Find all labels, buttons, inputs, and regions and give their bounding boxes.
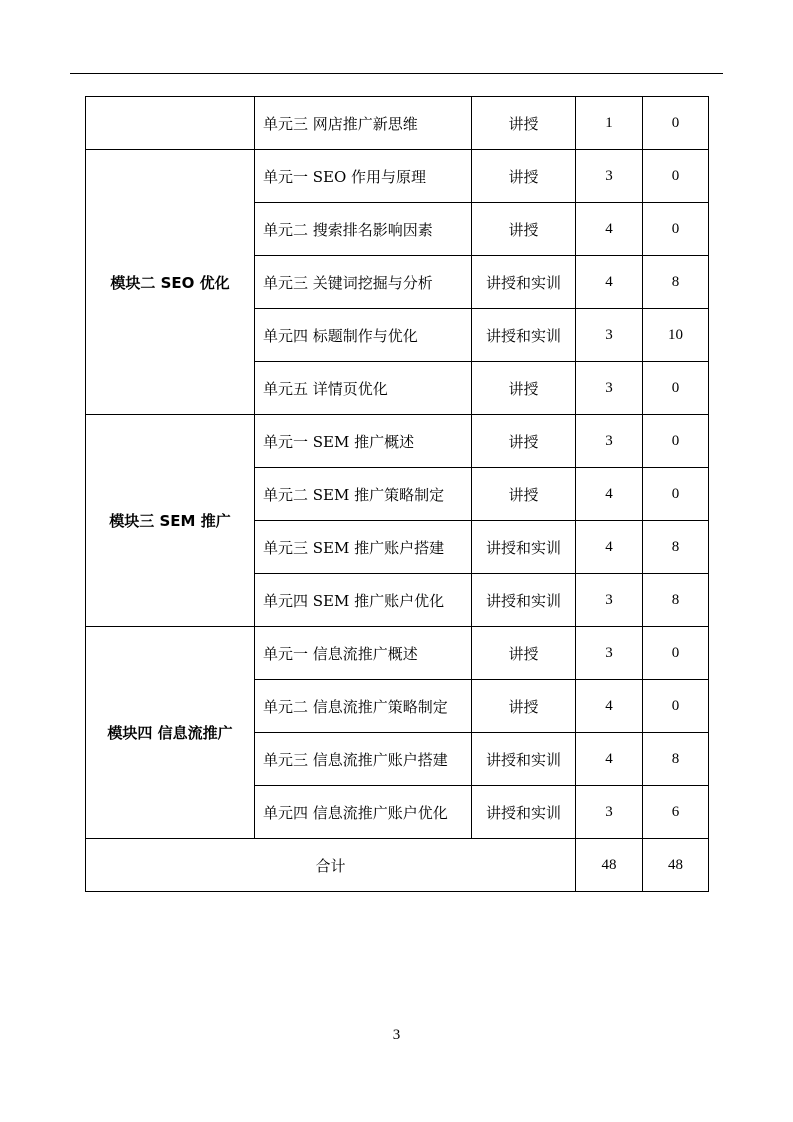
- teaching-method: 讲授: [472, 203, 576, 256]
- unit-name: 单元三 关键词挖掘与分析: [255, 256, 472, 309]
- practice-hours: 8: [643, 256, 709, 309]
- theory-hours: 4: [576, 733, 643, 786]
- theory-hours: 3: [576, 627, 643, 680]
- practice-hours: 0: [643, 362, 709, 415]
- course-schedule-table: [85, 96, 709, 892]
- theory-hours: 4: [576, 680, 643, 733]
- table-row: [86, 150, 709, 203]
- page-number: 3: [392, 1027, 401, 1043]
- total-theory-hours: 48: [576, 839, 643, 892]
- unit-name: 单元二 信息流推广策略制定: [255, 680, 472, 733]
- practice-hours: 0: [643, 203, 709, 256]
- theory-hours: 3: [576, 415, 643, 468]
- teaching-method: 讲授: [472, 680, 576, 733]
- theory-hours: 3: [576, 309, 643, 362]
- table-row: [86, 627, 709, 680]
- total-practice-hours: 48: [643, 839, 709, 892]
- teaching-method: 讲授: [472, 150, 576, 203]
- teaching-method: 讲授和实训: [472, 733, 576, 786]
- unit-name: 单元三 信息流推广账户搭建: [255, 733, 472, 786]
- teaching-method: 讲授和实训: [472, 786, 576, 839]
- theory-hours: 3: [576, 362, 643, 415]
- practice-hours: 0: [643, 627, 709, 680]
- unit-name: 单元一 SEM 推广概述: [255, 415, 472, 468]
- practice-hours: 0: [643, 150, 709, 203]
- teaching-method: 讲授和实训: [472, 521, 576, 574]
- unit-name: 单元四 SEM 推广账户优化: [255, 574, 472, 627]
- teaching-method: 讲授: [472, 627, 576, 680]
- teaching-method: 讲授和实训: [472, 309, 576, 362]
- unit-name: 单元一 SEO 作用与原理: [255, 150, 472, 203]
- unit-name: 单元四 标题制作与优化: [255, 309, 472, 362]
- unit-name: 单元二 搜索排名影响因素: [255, 203, 472, 256]
- total-label: 合计: [86, 839, 576, 892]
- unit-name: 单元三 SEM 推广账户搭建: [255, 521, 472, 574]
- teaching-method: 讲授: [472, 362, 576, 415]
- module-name: 模块三 SEM 推广: [86, 415, 255, 627]
- teaching-method: 讲授和实训: [472, 256, 576, 309]
- teaching-method: 讲授: [472, 415, 576, 468]
- practice-hours: 8: [643, 521, 709, 574]
- unit-name: 单元五 详情页优化: [255, 362, 472, 415]
- practice-hours: 0: [643, 415, 709, 468]
- theory-hours: 3: [576, 150, 643, 203]
- teaching-method: 讲授: [472, 97, 576, 150]
- practice-hours: 6: [643, 786, 709, 839]
- theory-hours: 3: [576, 786, 643, 839]
- practice-hours: 8: [643, 733, 709, 786]
- unit-name: 单元四 信息流推广账户优化: [255, 786, 472, 839]
- module-cell-continued: [86, 97, 255, 150]
- practice-hours: 0: [643, 97, 709, 150]
- teaching-method: 讲授和实训: [472, 574, 576, 627]
- practice-hours: 10: [643, 309, 709, 362]
- theory-hours: 4: [576, 468, 643, 521]
- theory-hours: 4: [576, 256, 643, 309]
- unit-name: 单元二 SEM 推广策略制定: [255, 468, 472, 521]
- module-name: 模块四 信息流推广: [86, 627, 255, 839]
- theory-hours: 1: [576, 97, 643, 150]
- unit-name: 单元三 网店推广新思维: [255, 97, 472, 150]
- theory-hours: 4: [576, 203, 643, 256]
- theory-hours: 4: [576, 521, 643, 574]
- total-row: [86, 839, 709, 892]
- header-rule: [70, 73, 723, 74]
- practice-hours: 0: [643, 468, 709, 521]
- unit-name: 单元一 信息流推广概述: [255, 627, 472, 680]
- theory-hours: 3: [576, 574, 643, 627]
- table-row: [86, 415, 709, 468]
- teaching-method: 讲授: [472, 468, 576, 521]
- module-name: 模块二 SEO 优化: [86, 150, 255, 415]
- practice-hours: 0: [643, 680, 709, 733]
- practice-hours: 8: [643, 574, 709, 627]
- table-row: [86, 97, 709, 150]
